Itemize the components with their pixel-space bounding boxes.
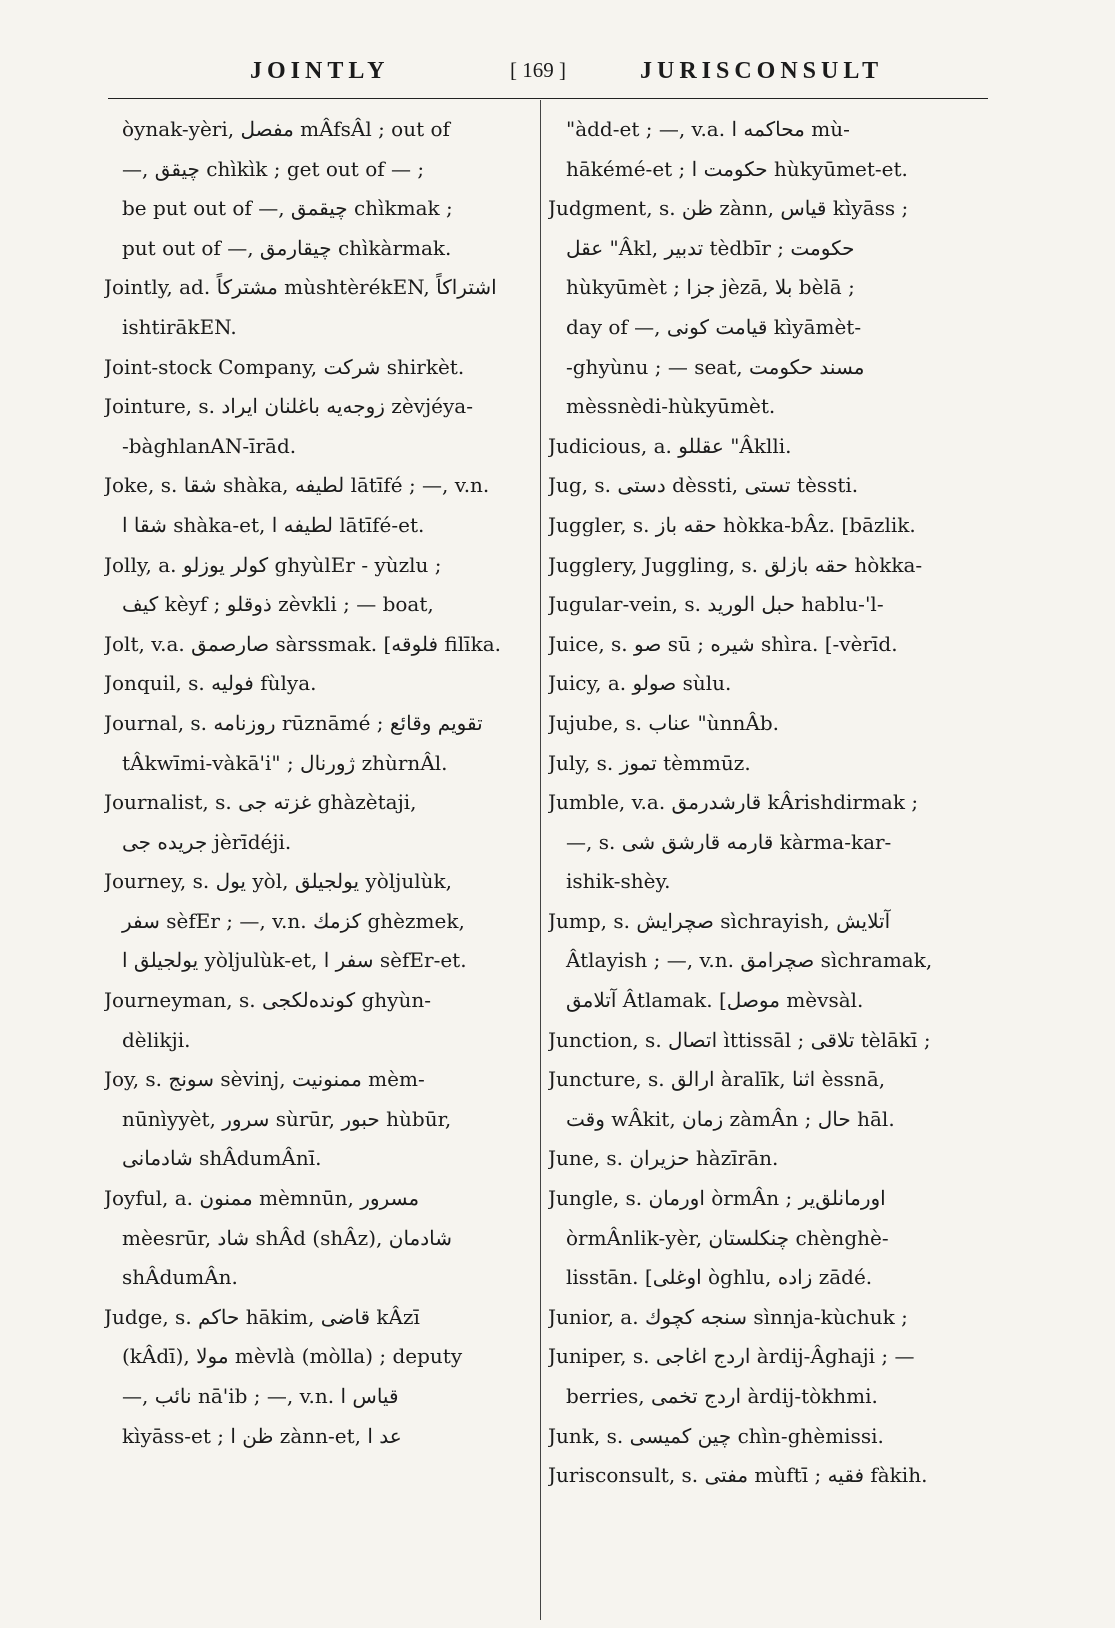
entry-line: berries, اردج تخمى àrdij-tòkhmi. — [566, 1384, 878, 1408]
entry-line: Jugular-vein, s. حبل الوريد hablu-'l- — [548, 592, 884, 617]
entry-line: "àdd-et ; —, v.a. محاكمه ا mù- — [566, 117, 850, 141]
entry-line: lisstān. [اوغلى òghlu, زاده zādé. — [566, 1265, 873, 1290]
header-right-word: JURISCONSULT — [640, 58, 884, 84]
entry-line: Âtlayish ; —, v.n. صچرامق sìchramak, — [566, 948, 933, 973]
entry-line: ishtirākEN. — [122, 314, 237, 339]
entry-line: mèesrūr, شاد shÂd (shÂz), شادمان — [122, 1225, 453, 1250]
entry-line: Junction, s. اتصال ìttissāl ; تلاقى tèlākī ; — [548, 1027, 931, 1052]
entry-line: Judgment, s. ظن zànn, قياس kìyāss ; — [548, 196, 909, 221]
entry-line: Jolt, v.a. صارصمق sàrssmak. [فلوقه filīka. — [104, 631, 501, 656]
entry-line: mèssnèdi-hùkyūmèt. — [566, 394, 776, 419]
entry-line: July, s. تموز tèmmūz. — [548, 750, 751, 775]
entry-line: -ghyùnu ; — seat, مسند حكومت — [566, 354, 865, 379]
entry-line: Joint-stock Company, شركت shirkèt. — [104, 354, 465, 379]
page-number: [ 169 ] — [510, 58, 566, 82]
entry-line: Jolly, a. كولر يوزلو ghyùlEr - yùzlu ; — [104, 552, 442, 577]
entry-line: Juggler, s. حقه باز hòkka-bÂz. [bāzlik. — [548, 512, 916, 537]
entry-line: be put out of —, چيقمق chìkmak ; — [122, 196, 453, 221]
entry-line: آتلامق Âtlamak. [موصل mèvsàl. — [566, 988, 864, 1013]
header-left-word: JOINTLY — [250, 58, 390, 84]
entry-line: Jump, s. صچرايش sìchrayish, آتلايش — [548, 908, 891, 933]
entry-line: Juncture, s. ارالق àralīk, اثنا èssnā, — [548, 1067, 886, 1092]
entry-line: شادمانى shÂdumÂnī. — [122, 1146, 322, 1171]
page-header — [110, 58, 1000, 88]
entry-line: ishik-shèy. — [566, 869, 671, 894]
entry-line: —, s. قارمه قارشق شى kàrma-kar- — [566, 829, 892, 854]
entry-line: Journey, s. يول yòl, يولجيلق yòljulùk, — [104, 869, 452, 894]
entry-line: —, چيقق chìkìk ; get out of — ; — [122, 156, 425, 181]
column-divider — [540, 100, 541, 1620]
entry-line: Journeyman, s. كونده‌لكجى ghyùn- — [104, 988, 431, 1013]
entry-line: Jungle, s. اورمان òrmÂn ; اورمانلق‌ير — [548, 1186, 886, 1211]
entry-line: شقا ا shàka-et, لطيفه ا lātīfé-et. — [122, 512, 425, 537]
entry-line: عقل "Âkl, تدبير tèdbīr ; حكومت — [566, 235, 855, 260]
entry-line: Journalist, s. غزته جى ghàzètaji, — [104, 790, 417, 815]
entry-line: kìyāss-et ; ظن ا zànn-et, عد ا — [122, 1423, 402, 1448]
entry-line: Jug, s. دستى dèssti, تستى tèssti. — [548, 473, 859, 498]
entry-line: hākémé-et ; حكومت ا hùkyūmet-et. — [566, 156, 908, 181]
entry-line: Jointure, s. زوجه‌يه باغلنان ايراد zèvjéya- — [104, 394, 473, 419]
entry-line: يولجيلق ا yòljulùk-et, سفر ا sèfEr-et. — [122, 948, 467, 973]
entry-line: Jointly, ad. مشتركاً mùshtèrékEN, اشتراكاً — [104, 275, 497, 300]
entry-line: nūnìyyèt, سرور sùrūr, حبور hùbūr, — [122, 1106, 452, 1131]
entry-line: Judge, s. حاكم hākim, قاضى kÂzī — [104, 1304, 420, 1329]
entry-line: Junior, a. سنجه كچوك sìnnja-kùchuk ; — [548, 1304, 908, 1329]
entry-line: Joke, s. شقا shàka, لطيفه lātīfé ; —, v.n. — [104, 473, 490, 498]
entry-line: -bàghlanAN-īrād. — [122, 433, 297, 458]
entry-line: Judicious, a. عقللو "Âklli. — [548, 433, 792, 458]
entry-line: Jujube, s. عناب "ùnnÂb. — [548, 710, 780, 735]
entry-line: Juniper, s. اردج اغاجى àrdij-Âghaji ; — — [548, 1344, 915, 1369]
entry-line: Journal, s. روزنامه rūznāmé ; تقويم وقائع — [104, 710, 483, 735]
entry-line: Joy, s. سونج sèvinj, ممنونيت mèm- — [104, 1067, 425, 1092]
entry-line: جريده جى jèrīdéji. — [122, 829, 292, 854]
entry-line: òrmÂnlik-yèr, چنكلستان chènghè- — [566, 1225, 889, 1250]
entry-line: Jumble, v.a. قارشدرمق kÂrishdirmak ; — [548, 790, 919, 815]
entry-line: Jurisconsult, s. مفتى mùftī ; فقيه fàkih. — [548, 1463, 928, 1488]
entry-line: put out of —, چيقارمق chìkàrmak. — [122, 235, 452, 260]
entry-line: Juice, s. صو sū ; شيره shìra. [-vèrīd. — [548, 631, 898, 656]
entry-line: Junk, s. چين كميسى chìn-ghèmissi. — [548, 1423, 884, 1448]
header-rule — [108, 98, 988, 99]
entry-line: day of —, قيامت كونى kìyāmèt- — [566, 314, 862, 339]
entry-line: June, s. حزيران hàzīrān. — [548, 1146, 779, 1171]
entry-line: Jonquil, s. فوليه fùlya. — [104, 671, 317, 696]
entry-line: tÂkwīmi-vàkā'i" ; ژورنال zhùrnÂl. — [122, 750, 448, 775]
entry-line: dèlikji. — [122, 1027, 191, 1052]
left-column — [104, 110, 524, 1456]
entry-line: سفر sèfEr ; —, v.n. كزمك ghèzmek, — [122, 908, 465, 933]
entry-line: كيف kèyf ; ذوقلو zèvkli ; — boat, — [122, 592, 434, 617]
entry-line: —, نائب nā'ib ; —, v.n. قياس ا — [122, 1384, 399, 1408]
entry-line: Juicy, a. صولو sùlu. — [548, 671, 732, 696]
entry-line: (kÂdī), مولا mèvlà (mòlla) ; deputy — [122, 1344, 463, 1369]
entry-line: Joyful, a. ممنون mèmnūn, مسرور — [104, 1186, 420, 1211]
right-column — [548, 110, 978, 1496]
entry-line: shÂdumÂn. — [122, 1265, 238, 1290]
entry-line: Jugglery, Juggling, s. حقه بازلق hòkka- — [548, 552, 923, 577]
entry-line: hùkyūmèt ; جزا jèzā, بلا bèlā ; — [566, 275, 855, 300]
entry-line: òynak-yèri, مفصل mÂfsÂl ; out of — [122, 117, 450, 141]
entry-line: وقت wÂkit, زمان zàmÂn ; حال hāl. — [566, 1106, 895, 1131]
